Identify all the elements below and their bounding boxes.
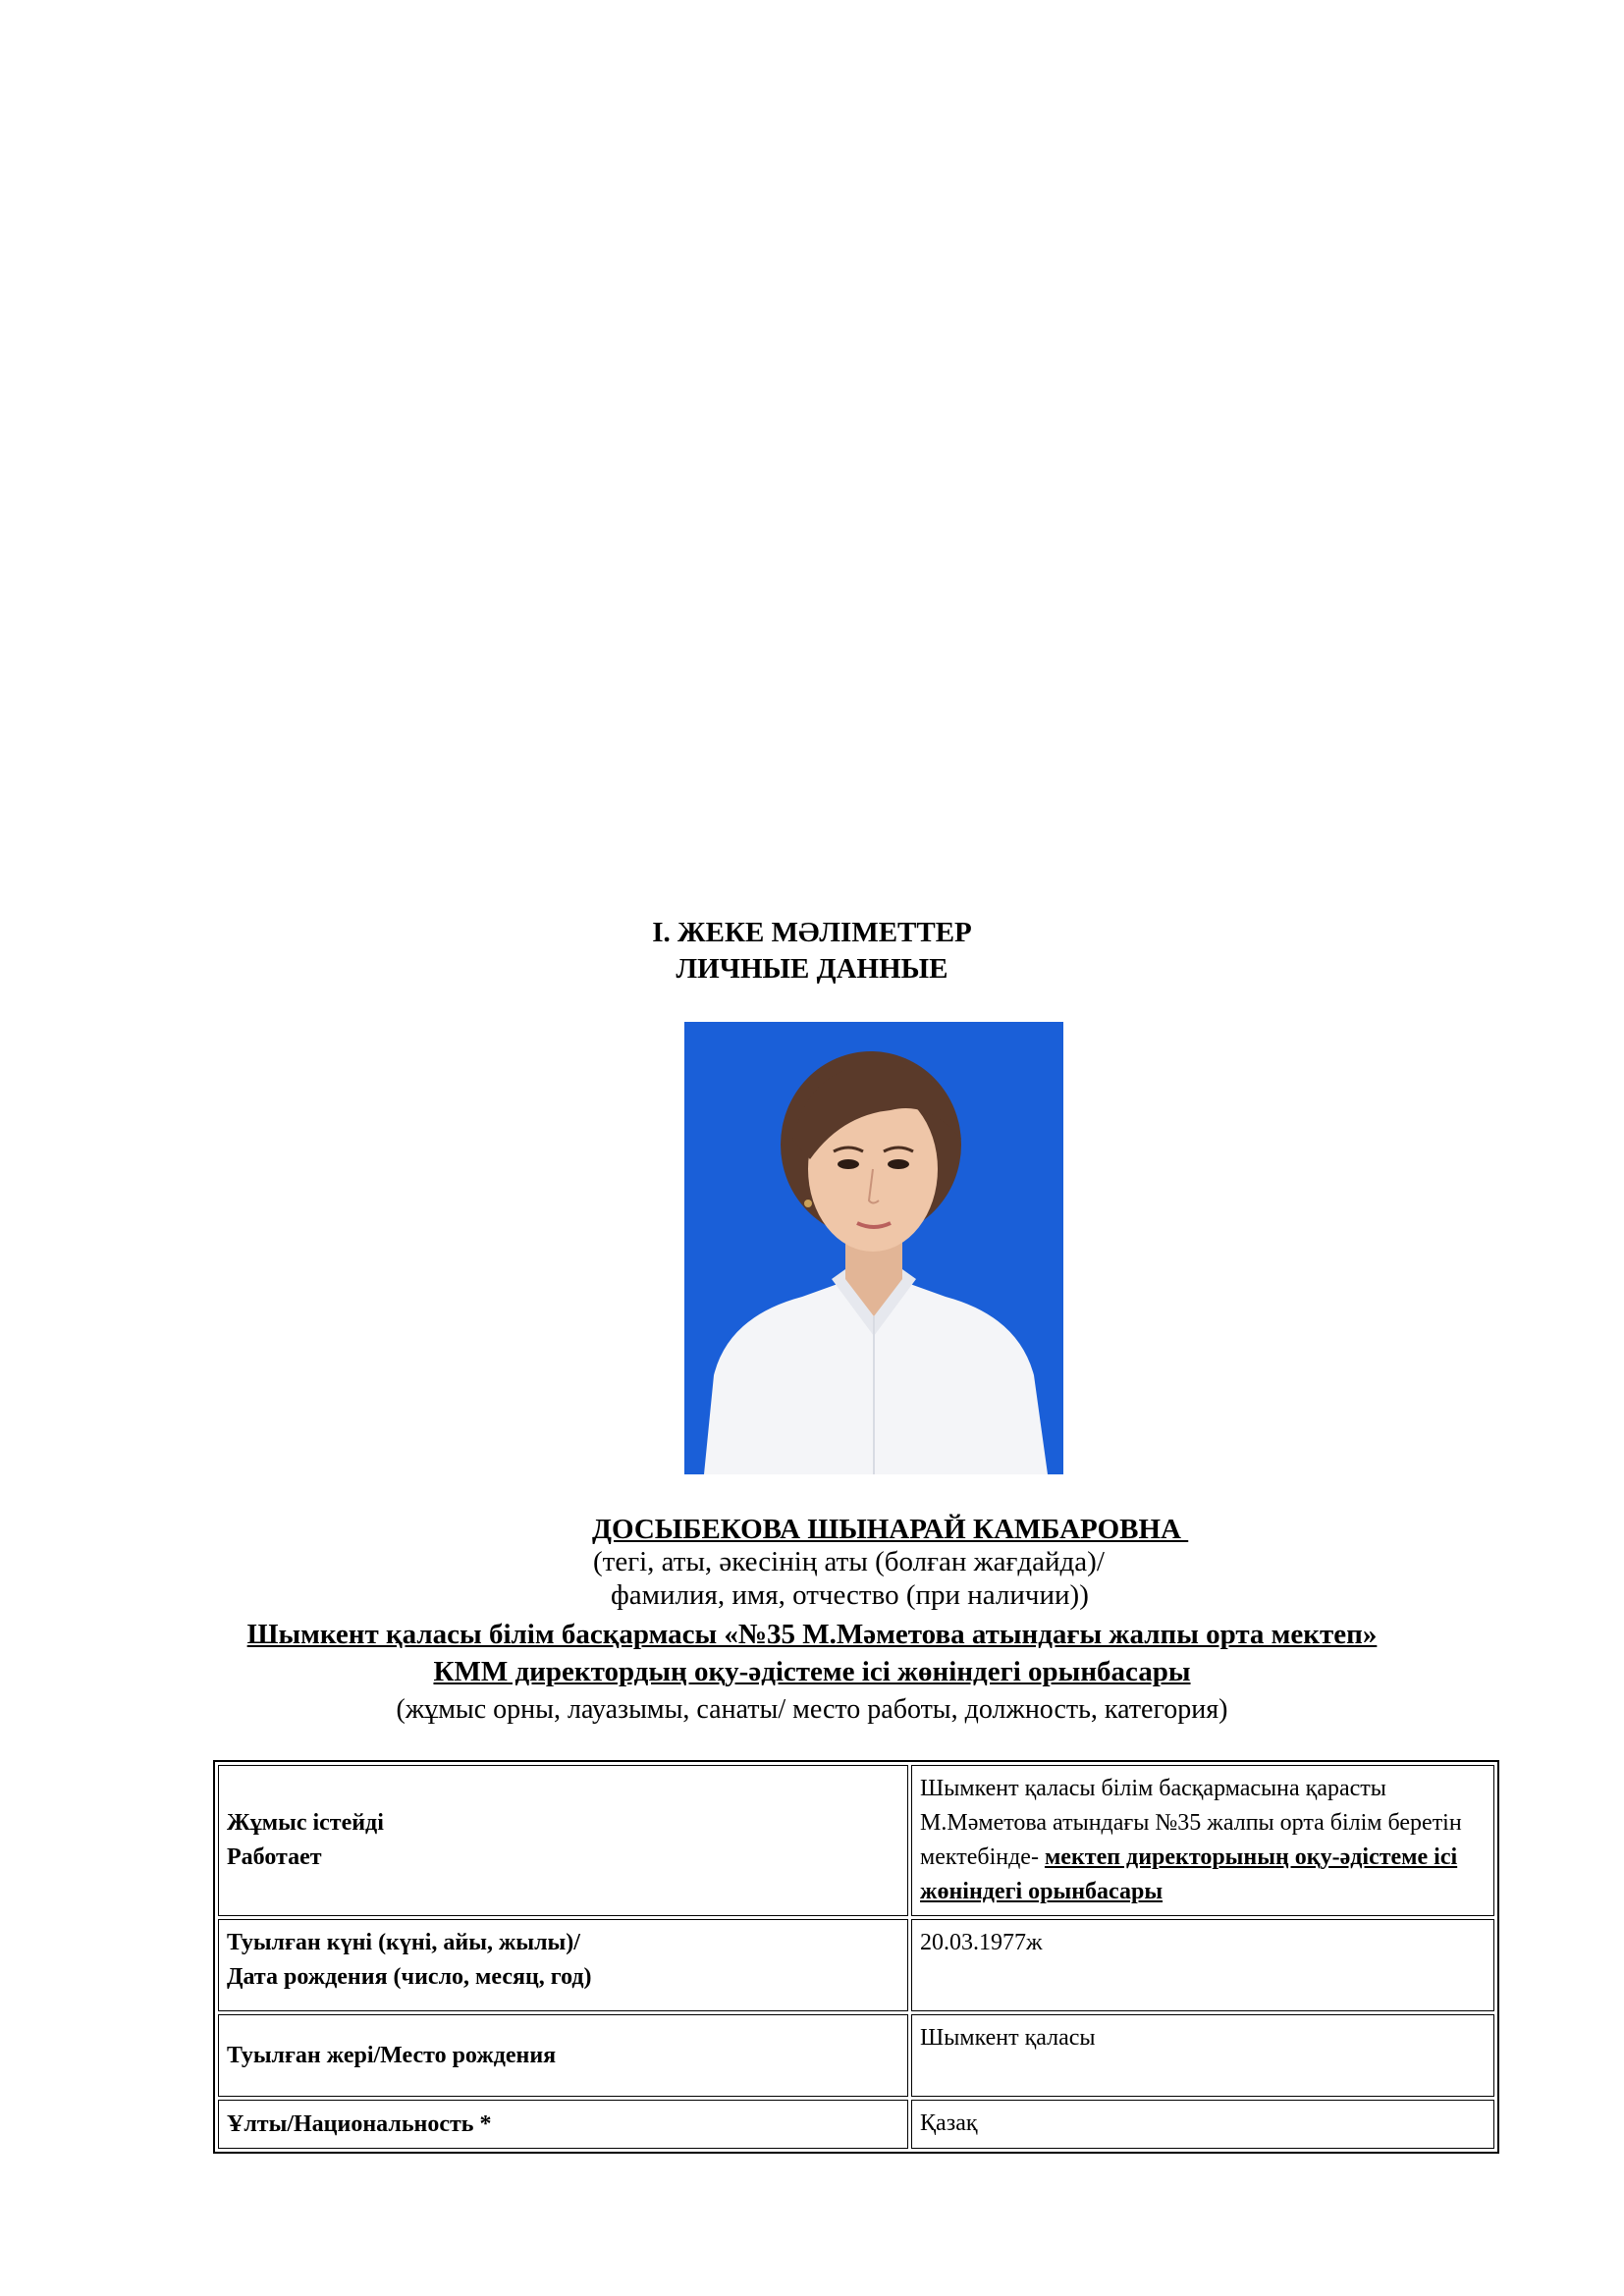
section-title-kk: І. ЖЕКЕ МӘЛІМЕТТЕР [652, 917, 972, 948]
label-ru: Дата рождения (число, месяц, год) [227, 1964, 592, 1990]
workplace-line1: Шымкент қаласы білім басқармасы «№35 М.Мәметова атындағы жалпы орта мектеп» [246, 1619, 1378, 1650]
row-label-birthdate [218, 1919, 908, 2011]
person-full-name: ДОСЫБЕКОВА ШЫНАРАЙ КАМБАРОВНА [592, 1514, 1189, 1545]
row-value-birthdate: 20.03.1977ж [911, 1919, 1494, 2011]
table-row [218, 1919, 1494, 2011]
name-hint-line1: (тегі, аты, әкесінің аты (болған жағдайда)/ [593, 1546, 1105, 1577]
row-value-nationality: Қазақ [911, 2100, 1494, 2149]
portrait-photo [684, 1022, 1063, 1474]
workplace-hint: (жұмыс орны, лауазымы, санаты/ место работы, должность, категория) [396, 1694, 1228, 1725]
section-title [0, 915, 1624, 988]
row-value-birthplace: Шымкент қаласы [911, 2014, 1494, 2097]
row-label-nationality: Ұлты/Национальность * [218, 2100, 908, 2149]
label-kk: Жұмыс істейді [227, 1810, 384, 1836]
label-kk: Туылған күні (күні, айы, жылы)/ [227, 1930, 580, 1955]
row-value-works [911, 1765, 1494, 1916]
name-hint-line2: фамилия, имя, отчество (при наличии)) [611, 1579, 1089, 1611]
workplace-line2: КММ директордың оқу-әдістеме ісі жөніндегі орынбасары [433, 1656, 1191, 1687]
row-label-birthplace: Туылған жері/Место рождения [218, 2014, 908, 2097]
table-row [218, 1765, 1494, 1916]
personal-info-table [213, 1760, 1499, 2154]
table-row [218, 2014, 1494, 2097]
value-plain: Шымкент қаласы білім басқармасына қарасты М.Мәметова атындағы №35 жалпы орта білім беретін мектебінде- [920, 1776, 1462, 1870]
row-label-works [218, 1765, 908, 1916]
section-title-ru: ЛИЧНЫЕ ДАННЫЕ [676, 953, 948, 985]
value-position: мектеп директорының оқу-әдістеме ісі жөніндегі орынбасары [920, 1844, 1458, 1904]
workplace-title [0, 1616, 1624, 1690]
table-row [218, 2100, 1494, 2149]
label-ru: Работает [227, 1844, 322, 1870]
